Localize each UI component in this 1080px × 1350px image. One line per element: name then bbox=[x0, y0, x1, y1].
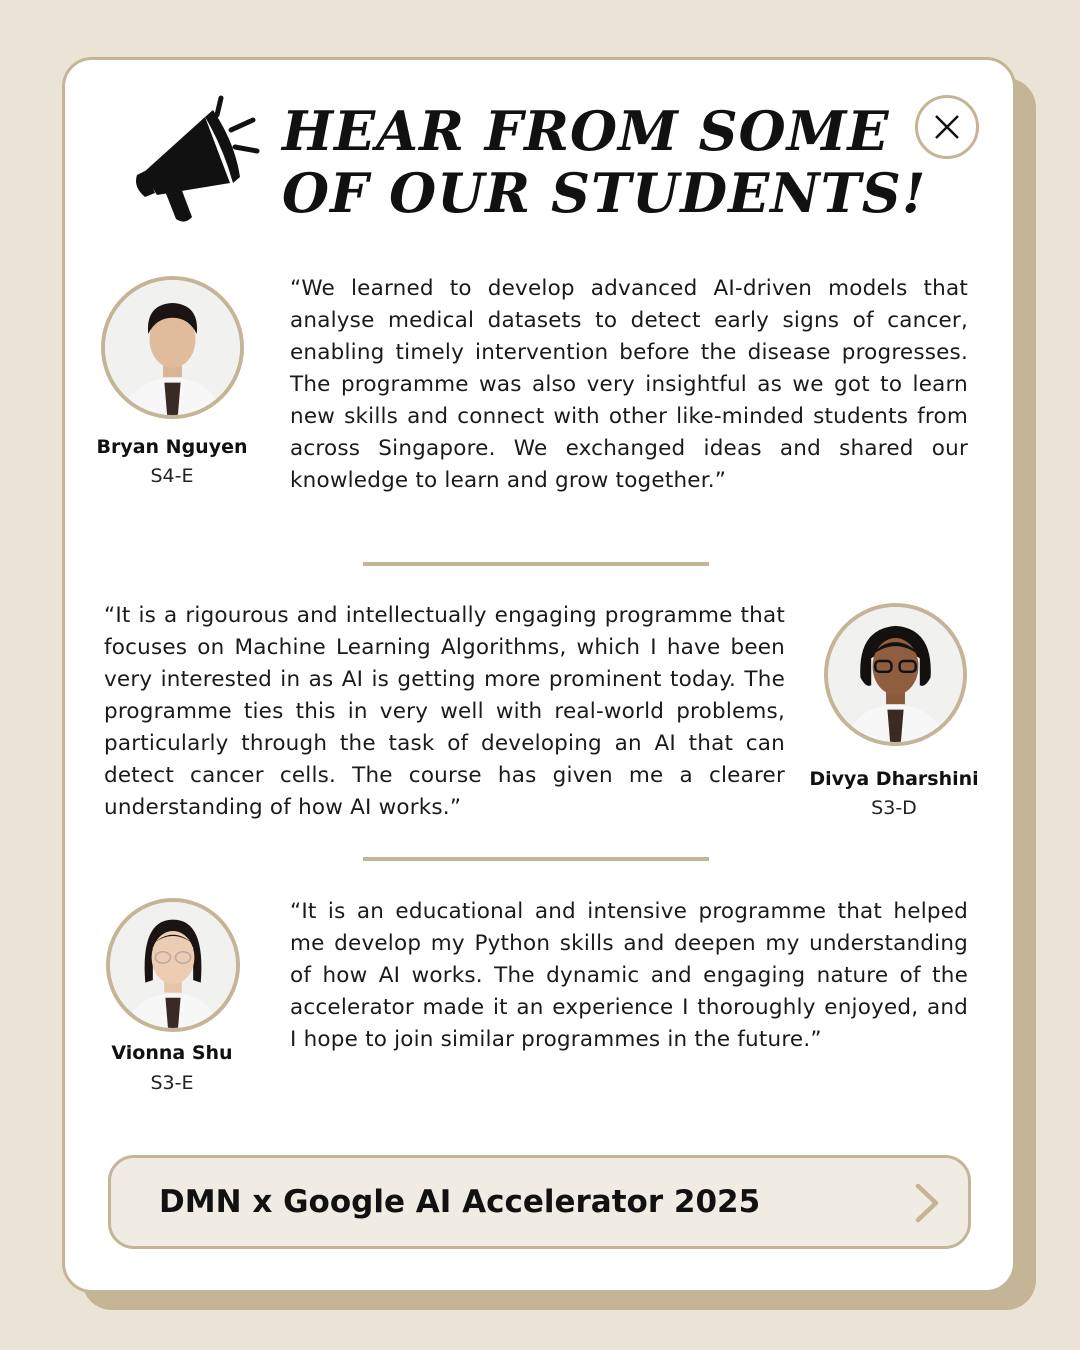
student-class: S4-E bbox=[150, 465, 194, 487]
student-name: Bryan Nguyen bbox=[96, 436, 248, 458]
testimonial-quote: “It is a rigourous and intellectually engaging programme that focuses on Machine Learning Algorithms, which I have been very interested in as AI is getting more prominent today. The programme ties this in very well with real-world problems, particularly through the task of developing an AI that can detect cancer cells. The course has given me a clearer understanding of how AI works.” bbox=[104, 603, 785, 820]
student-class: S3-D bbox=[871, 797, 917, 819]
testimonial-quote: “We learned to develop advanced AI-driven models that analyse medical datasets to detect early signs of cancer, enabling timely intervention before the disease progresses. The programme was also very insightful as we got to learn new skills and connect with other like-minded students from across Singapore. We exchanged ideas and shared our knowledge to learn and grow together.” bbox=[290, 276, 968, 493]
student-name: Divya Dharshini bbox=[809, 768, 979, 790]
page-title bbox=[282, 100, 927, 224]
avatar-vionna bbox=[106, 898, 240, 1032]
close-button[interactable] bbox=[915, 95, 979, 159]
title-line-1: HEAR FROM SOME bbox=[282, 99, 890, 163]
programme-link-label: DMN x Google AI Accelerator 2025 bbox=[159, 1184, 761, 1220]
programme-link-button[interactable] bbox=[108, 1155, 971, 1249]
avatar-divya bbox=[824, 603, 967, 746]
student-class: S3-E bbox=[150, 1072, 194, 1094]
close-icon bbox=[918, 98, 976, 156]
avatar-bryan bbox=[101, 276, 244, 419]
chevron-right-icon bbox=[910, 1182, 942, 1224]
megaphone-icon bbox=[135, 95, 260, 230]
divider bbox=[363, 857, 709, 861]
title-line-2: OF OUR STUDENTS! bbox=[282, 161, 927, 225]
testimonial-quote: “It is an educational and intensive programme that helped me develop my Python skills and deepen my understanding of how AI works. The dynamic and engaging nature of the accelerator made it an experience I thoroughly enjoyed, and I hope to join similar programmes in the future.” bbox=[290, 899, 968, 1052]
student-name: Vionna Shu bbox=[111, 1042, 233, 1064]
divider bbox=[363, 562, 709, 566]
